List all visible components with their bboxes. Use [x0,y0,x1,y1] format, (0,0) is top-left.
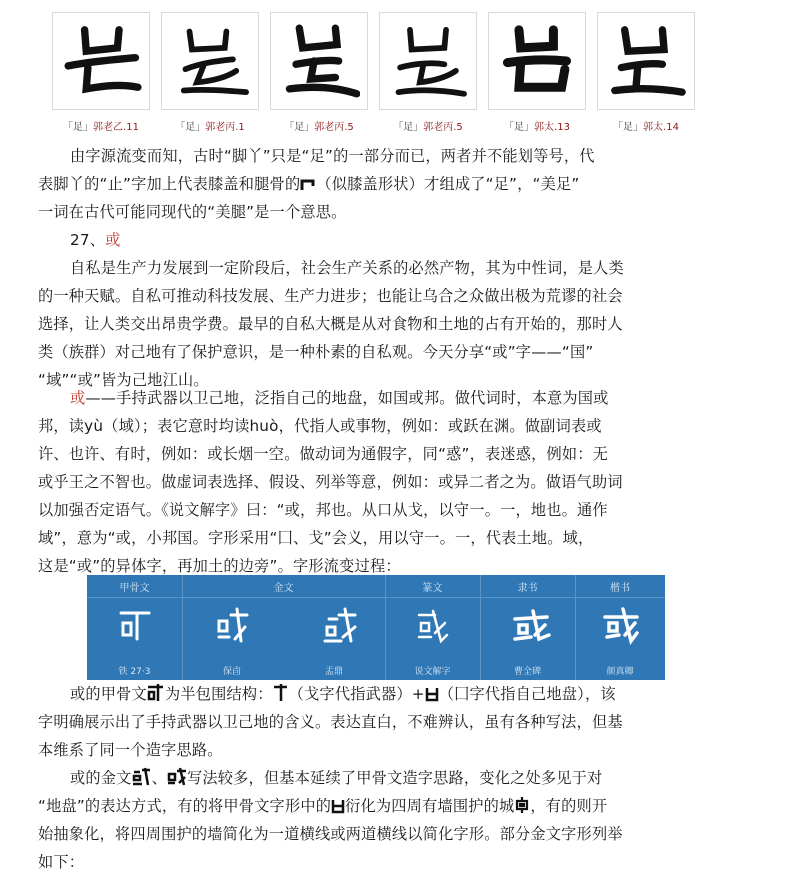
section-heading: 27、或 [70,231,121,249]
kou-territory-icon [331,798,345,814]
glyph-card [379,12,477,110]
text-line: 以加强否定语气。《说文解字》曰：“或，邦也。从口从戈，以守一。一，地也。通作 [38,501,608,519]
text-line: 或的甲骨文 为半包围结构： （戈字代指武器）+ （囗字代指自己地盘），该 [38,680,720,708]
text-line: 本维系了同一个造字思路。 [38,741,223,759]
glyph-caption: 「足」郭太.13 [504,122,570,133]
text-line: 字明确展示出了手持武器以卫己地的含义。表达直白，不难辨认，虽有各种写法，但基 [38,713,623,731]
glyph-card [270,12,368,110]
kou-territory-icon [425,686,439,702]
table-footer: 说文解字 [414,667,451,677]
ge-weapon-icon [273,682,289,702]
text-line: 自私是生产力发展到一定阶段后，社会生产关系的必然产物，其为中性词，是人类 [70,259,624,277]
zu-glyph-image [387,20,469,102]
glyph-caption: 「足」郭老丙.1 [175,122,245,133]
zu-glyph-image [278,20,360,102]
glyph-caption: 「足」郭老乙.11 [63,122,139,133]
oracle-huo-icon [147,682,165,702]
text-line: 邦，读yù（域）；表它意时均读huò，代指人或事物，例如：或跃在渊。做副词表或 [38,417,602,435]
paragraph-oracle [38,680,720,764]
glyph-card [161,12,259,110]
text-line: “地盘”的表达方式，有的将甲骨文字形中的 衍化为四周有墙围护的城 ，有的则开 [38,797,608,815]
text-line: 始抽象化，将四周围护的墙简化为一道横线或两道横线以简化字形。部分金文字形列举 [38,825,623,843]
text-line: 或的金文 、 写法较多，但基本延续了甲骨文造字思路，变化之处多见于对 [38,764,720,792]
text-line: 一词在古代可能同现代的“美腿”是一个意思。 [38,203,347,221]
glyph-card [52,12,150,110]
glyph-card [488,12,586,110]
regular-huo-glyph [603,605,641,645]
text-line: 表脚丫的“止”字加上代表膝盖和腿骨的 （似膝盖形状）才组成了“足”，“美足” [38,175,580,193]
zu-glyph-image [496,20,578,102]
table-footer: 颜真卿 [606,667,634,677]
table-header: 隶书 [517,583,538,594]
text-line: 许、也许、有时，例如：或长烟一空。做动词为通假字，同“惑”，表迷惑，例如：无 [38,445,609,463]
text-line: 如下： [38,853,85,871]
bronze-huo-glyph-1 [215,605,251,645]
text-line: 由字源流变而知，古时“脚丫”只是“足”的一部分而已，两者并不能划等号，代 [70,147,595,165]
glyph-card [597,12,695,110]
oracle-huo-glyph [119,605,153,645]
text-line: 域”，意为“或，小邦国。字形采用“囗、戈”会义，用以守一。一，代表土地。域， [38,529,594,547]
script-evolution-table [87,575,665,680]
paragraph-bronze [38,764,720,876]
glyph-caption: 「足」郭老丙.5 [393,122,463,133]
text-line: “域”“或”皆为己地江山。 [38,371,209,389]
clerical-huo-glyph [511,605,551,645]
text-line: 或乎王之不智也。做虚词表选择、假设、列举等意，例如：或异二者之为。做语气助词 [38,473,623,491]
text-line: 或——手持武器以卫己地，泛指自己的地盘，如国或邦。做代词时，本意为国或 [70,389,609,407]
table-footer: 铁 27·3 [118,667,151,677]
paragraph-foot-origin [38,142,720,226]
zu-glyph-image [605,20,687,102]
table-header: 楷书 [610,583,630,594]
glyph-caption: 「足」郭太.14 [613,122,679,133]
glyph-caption: 「足」郭老丙.5 [284,122,354,133]
table-header: 篆文 [422,583,443,594]
table-footer: 曹全碑 [513,667,541,677]
table-header: 金文 [273,583,294,594]
bronze-huo-icon-1 [132,766,152,786]
evolution-cards [52,12,702,112]
bronze-huo-icon-2 [167,766,187,786]
text-line: 选择，让人类交出昂贵学费。最早的自私大概是从对食物和土地的占有开始的，那时人 [38,315,623,333]
zu-glyph-image [60,20,142,102]
table-footer: 保卣 [222,667,241,677]
paragraph-huo-meaning [38,384,720,580]
text-line: 的一种天赋。自私可推动科技发展、生产力进步；也能让乌合之众做出极为荒谬的社会 [38,287,623,305]
paragraph-selfishness [38,254,720,394]
zu-glyph-image [169,20,251,102]
text-line: 类（族群）对己地有了保护意识，是一种朴素的自私观。今天分享“或”字——“国” [38,343,594,361]
seal-huo-glyph [415,605,451,645]
text-line: 这是“或”的异体字，再加土的边旁”。字形流变过程： [38,557,401,575]
walled-city-icon [514,796,530,814]
table-footer: 盂鼎 [324,667,343,677]
table-header: 甲骨文 [119,583,150,594]
knee-glyph-icon [300,178,316,192]
bronze-huo-glyph-2 [323,605,359,645]
